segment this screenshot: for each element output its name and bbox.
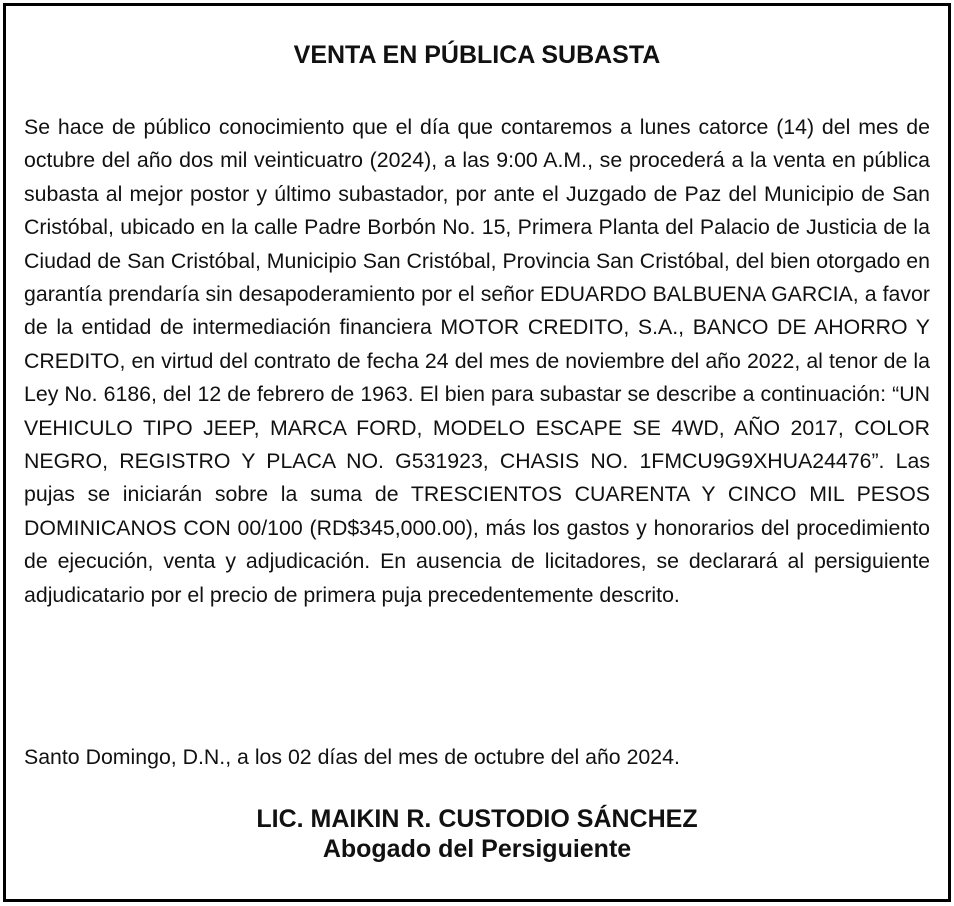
notice-title: VENTA EN PÚBLICA SUBASTA xyxy=(293,41,661,69)
notice-body: Se hace de público conocimiento que el día que contaremos a lunes catorce (14) del mes de octubre del año dos mil veinticuatro (2024), a las 9:00 A.M., se procederá a la venta en pública subasta al mejor postor y último subastador, por ante el Juzgado de Paz del Municipio de San Cristóbal, ubicado en la calle Padre Borbón No. 15, Primera Planta del Palacio de Justicia de la Ciudad de San Cristóbal, Municipio San Cristóbal, Provincia San Cristóbal, del bien otorgado en garantía prendaría sin desapoderamiento por el señor EDUARDO BALBUENA GARCIA, a favor de la entidad de intermediación financiera MOTOR CREDITO, S.A., BANCO DE AHORRO Y CREDITO, en virtud del contrato de fecha 24 del mes de noviembre del año 2022, al tenor de la Ley No. 6186, del 12 de febrero de 1963. El bien para subastar se describe a continuación: “UN VEHICULO TIPO JEEP, MARCA FORD, MODELO ESCAPE SE 4WD, AÑO 2017, COLOR NEGRO, REGISTRO Y PLACA NO. G531923, CHASIS NO. 1FMCU9G9XHUA24476”. Las pujas se iniciarán sobre la suma de TRESCIENTOS CUARENTA Y CINCO MIL PESOS DOMINICANOS CON 00/100 (RD$345,000.00), más los gastos y honorarios del procedimiento de ejecución, venta y adjudicación. En ausencia de licitadores, se declarará al persiguiente adjudicatario por el precio de primera puja precedentemente descrito. xyxy=(24,115,930,607)
notice-frame xyxy=(3,3,951,902)
signature-role: Abogado del Persiguiente xyxy=(322,835,632,863)
notice-date-line: Santo Domingo, D.N., a los 02 días del mes de octubre del año 2024. xyxy=(24,745,680,769)
signature-name: LIC. MAIKIN R. CUSTODIO SÁNCHEZ xyxy=(256,805,698,833)
